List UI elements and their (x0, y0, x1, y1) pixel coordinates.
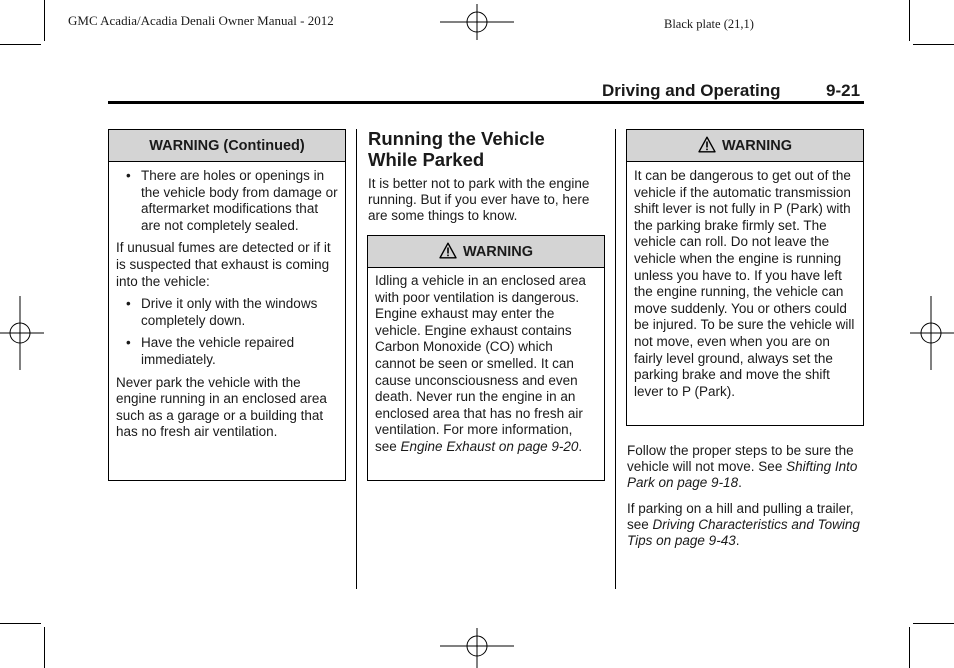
warning-box-park (626, 129, 864, 426)
warning-text: It can be dangerous to get out of the vehicle if the automatic transmission shift lever is not fully in P (Park) with the parking brake firmly set. The vehicle can roll. Do not leave the vehicle when the engine is running unless you have to. If you have left the engine running, the vehicle can move suddenly. You or others could be injured. To be sure the vehicle will not move, even when you are on fairly level ground, always set the parking brake and move the shift lever to P (Park). (634, 168, 855, 399)
crop-mark (44, 627, 45, 668)
warning-title: WARNING (627, 130, 863, 162)
paragraph: If parking on a hill and pulling a trailer, see Driving Characteristics and Towing Tips on page 9-43. (627, 500, 860, 549)
crop-mark (909, 627, 910, 668)
list-item: • Drive it only with the windows completely down. (126, 296, 318, 328)
crop-mark (913, 623, 954, 624)
park-steps-text (627, 443, 864, 558)
warning-title: WARNING (368, 236, 604, 268)
crop-mark (0, 44, 41, 45)
warning-icon (439, 242, 457, 259)
paragraph: Follow the proper steps to be sure the vehicle will not move. See Shifting Into Park on page 9-18. (627, 443, 858, 491)
cross-reference-link[interactable]: Shifting Into Park on page 9-18 (627, 459, 858, 491)
registration-target-icon (440, 624, 514, 668)
warning-box-idling (367, 235, 605, 481)
crop-mark (44, 0, 45, 41)
page-number: 9-21 (826, 81, 861, 100)
warning-paragraph: Never park the vehicle with the engine running in an enclosed area such as a garage or a building that has no fresh air ventilation. (116, 374, 327, 440)
cross-reference-link[interactable]: Engine Exhaust on page 9-20 (400, 438, 579, 454)
list-item: • Have the vehicle repaired immediately. (126, 335, 295, 367)
list-item: • There are holes or openings in the vehicle body from damage or aftermarket modifications that are not completely sealed. (126, 168, 338, 233)
bullet-icon: • (126, 296, 131, 312)
section-title: Driving and Operating (602, 81, 781, 100)
registration-target-icon (0, 296, 44, 370)
warning-paragraph: If unusual fumes are detected or if it is suspected that exhaust is coming into the vehicle: (116, 240, 331, 289)
warning-text: Idling a vehicle in an enclosed area with poor ventilation is dangerous. Engine exhaust may enter the vehicle. Engine exhaust contains Carbon Monoxide (CO) which cannot be seen or smelled. It can cause unconsciousness and even death. Never run the engine in an enclosed area that has no fresh air ventilation. For more information, see Engine Exhaust on page 9-20. (375, 273, 586, 454)
bullet-icon: • (126, 168, 131, 183)
column-divider (356, 129, 357, 589)
crop-mark (913, 44, 954, 45)
crop-mark (909, 0, 910, 41)
intro-paragraph: It is better not to park with the engine running. But if you ever have to, here are some things to know. (368, 176, 590, 224)
cross-reference-link[interactable]: Driving Characteristics and Towing Tips on page 9-43 (627, 516, 860, 549)
crop-mark (0, 623, 41, 624)
manual-title: GMC Acadia/Acadia Denali Owner Manual - 2012 (68, 13, 334, 28)
registration-target-icon (910, 296, 954, 370)
warning-continued-title: WARNING (Continued) (109, 130, 345, 162)
registration-target-icon (440, 0, 514, 46)
header-rule (108, 101, 864, 104)
warning-continued-box (108, 129, 346, 481)
column-divider (615, 129, 616, 589)
warning-icon (698, 136, 716, 153)
section-heading: Running the Vehicle While Parked (368, 128, 545, 170)
plate-label: Black plate (21,1) (664, 17, 754, 31)
bullet-icon: • (126, 335, 131, 351)
